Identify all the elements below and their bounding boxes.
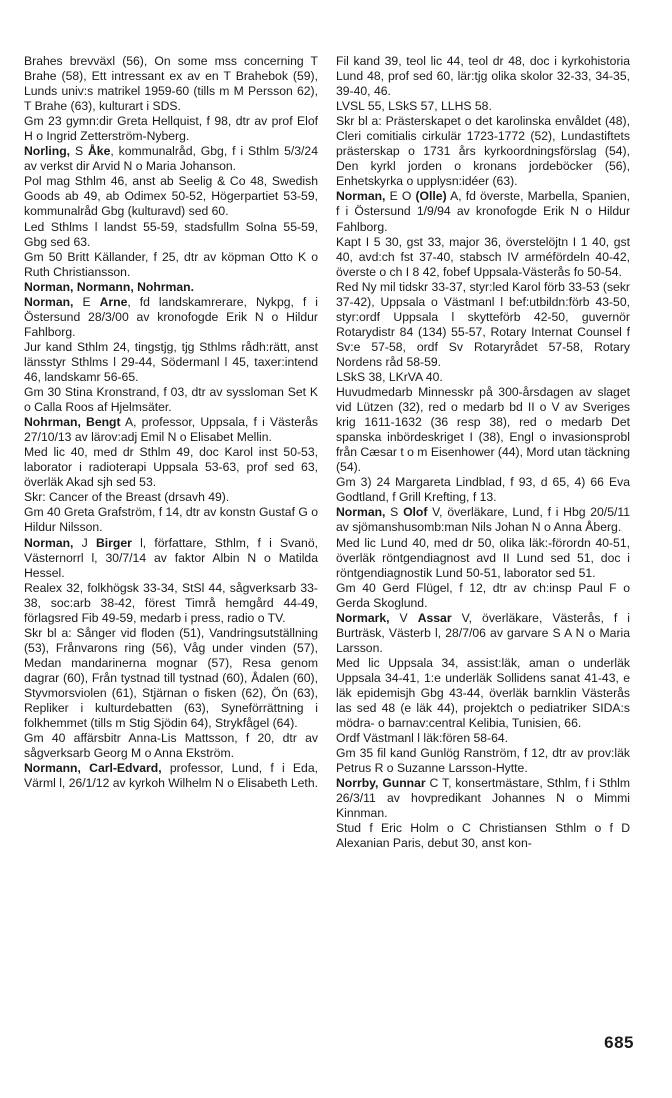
entry-paragraph [24,54,318,114]
entry-paragraph [336,99,630,114]
entry-heading-paragraph [24,415,318,445]
entry-name: Bengt [86,415,121,430]
entry-paragraph [24,220,318,250]
entry-text: A, fd överste, Marbella, Spanien, f i Östersund 1/9/94 av kronofogde Erik N o Hildur Fahlborg. [336,189,630,234]
entry-name: Norling, [24,144,71,159]
entry-text: Skr bl a: Sånger vid floden (51), Vandringsutställning (53), Frånvarons ring (56), Våg under vinden (57), Medan mandarinerna mognar (57), Resa genom dagrar (60), Från tystnad till tystnad (60), Ådalen (60), Styvmorsviolen (61), Stjärnan o fisken (62), Ön (63), Repliker i kulturdebatten (63), Syneförrättning i folkhemmet (tills m Stig Sjödin 64), Strykfågel (64). [24,625,318,731]
entry-name: Norrby, [336,776,379,791]
entry-paragraph [336,731,630,746]
entry-paragraph [336,385,630,475]
entry-text: , fd landskamrerare, Nykpg, f i Östersund 28/3/00 av kronofogde Erik N o Hildur Fahlborg. [24,294,319,339]
entry-text: Gm 40 affärsbitr Anna-Lis Mattsson, f 20, dtr av sågverksarb Georg M o Anna Ekström. [24,731,318,761]
entry-paragraph [336,746,630,776]
entry-text: Gm 23 gymn:dir Greta Hellquist, f 98, dtr av prof Elof H o Ingrid Zetterström-Nyberg. [24,114,318,144]
entry-text: Gm 40 Gerd Flügel, f 12, dtr av ch:insp Paul F o Gerda Skoglund. [336,580,630,610]
entry-text: Led Sthlms l landst 55-59, stadsfullm Solna 55-59, Gbg sed 63. [24,219,318,249]
entry-paragraph [336,536,630,581]
entry-text: Gm 30 Stina Kronstrand, f 03, dtr av syssloman Set K o Calla Roos af Hjelmsäter. [24,385,318,415]
entry-text: Med lic Uppsala 34, assist:läk, aman o underläk Uppsala 34-41, 1:e underläk Sollidens sanat 41-43, e läk epidemisjh Gbg 43-44, överläk barnklin Västerås las sed 48 (e läk 44), projektch o pediatriker SIDA:s mödra- o barnav:central Kelibia, Tunisien, 66. [336,655,630,731]
entry-text: Gm 40 Greta Grafström, f 14, dtr av konstn Gustaf G o Hildur Nilsson. [24,505,318,535]
entry-text: Stud f Eric Holm o C Christiansen Sthlm o f D Alexanian Paris, debut 30, anst kon- [336,821,630,851]
entry-heading-paragraph [24,280,318,295]
entry-text: Huvudmedarb Minnesskr på 300-årsdagen av slaget vid Lützen (32), red o medarb bd II o V av Sveriges krig 1611-1632 (36 resp 38), red o medarb Det spanska inbördeskriget I (38), Engl o invasionsprobl från Cæsar t o m Eisenhower (44), Mord utan täckning (54). [336,385,630,475]
left-column [24,54,318,791]
entry-text: Brahes brevväxl (56), On some mss concerning T Brahe (58), Ett intressant ex av en T Brahebok (59), Lunds univ:s matrikel 1959-60 (tills m M Persson 62), T Brahe (63), kulturart i SDS. [24,54,318,114]
entry-name: Gunnar [382,776,426,791]
entry-text: Gm 50 Britt Källander, f 25, dtr av köpman Otto K o Ruth Christiansson. [24,249,318,279]
entry-text: Red Ny mil tidskr 33-37, styr:led Karol förb 33-53 (sekr 37-42), Uppsala o Västmanl l bef:utbildn:förb 43-50, styr:ordf Uppsala l skytteförb 42-50, guvernör Rotarydistr 84 (134) 55-57, Rotary Internat Counsel f Sv:e 57-58, ordf Sv Rotaryrådet 57-58, Rotary Nordens råd 58-59. [336,279,630,369]
entry-name: Arne [99,294,128,309]
entry-text: Ordf Västmanl l läk:fören 58-64. [336,731,509,746]
entry-text: Jur kand Sthlm 24, tingstjg, tjg Sthlms rådh:rätt, anst länsstyr Sthlms l 29-44, Södermanl l 45, taxer:intend 46, landskamr 56-65. [24,339,318,384]
entry-paragraph [336,656,630,731]
entry-name: Normark, [336,610,390,625]
entry-text [81,761,89,775]
entry-text: Med lic 40, med dr Sthlm 49, doc Karol inst 50-53, laborator i radioterapi Uppsala 53-63, prof sed 63, överläk Akad sjh sed 53. [24,445,318,490]
entry-name: Norman, [336,189,386,204]
entry-text: A, professor, Uppsala, f i Västerås 27/10/13 av lärov:adj Emil N o Elisabet Mellin. [24,415,319,445]
entry-text: Kapt I 5 30, gst 33, major 36, överstelöjtn I 1 40, gst 40, avd:ch fst 37-40, stabsch IV arméfördeln 40-42, överste o ch I 8 42, fobef Uppsala-Västerås fo 50-54. [336,234,630,279]
entry-text: C T, konsertmästare, Sthlm, f i Sthlm 26/3/11 av hovpredikant Johannes N o Mimmi Kinnman. [336,776,630,821]
page-number: 685 [604,1033,634,1052]
entry-name: Norman, Normann, Nohrman. [24,279,194,294]
entry-text: LVSL 55, LSkS 57, LLHS 58. [336,99,492,114]
entry-text: S [385,505,404,520]
entry-paragraph [336,821,630,851]
entry-heading-paragraph [24,761,318,791]
entry-paragraph [336,370,630,385]
entry-text: l, författare, Sthlm, f i Svanö, Västernorrl l, 30/7/14 av faktor Albin N o Matilda Hessel. [24,535,318,580]
entry-name: (Olle) [415,189,447,204]
entry-paragraph [336,54,630,99]
entry-text: LSkS 38, LKrVA 40. [336,369,443,384]
entry-paragraph [24,340,318,385]
entry-text: Fil kand 39, teol lic 44, teol dr 48, doc i kyrkohistoria Lund 48, prof sed 60, lär:tjg olika skolor 32-33, 34-35, 39-40, 46. [336,54,630,99]
entry-text: Realex 32, folkhögsk 33-34, StSl 44, sågverksarb 33-38, soc:arb 38-42, förest Timrå hemgård 44-49, förlagsred Fib 49-59, medarb i press, radio o TV. [24,580,318,625]
entry-paragraph [24,250,318,280]
entry-heading-paragraph [336,611,630,656]
entry-text: professor, Lund, f i Eda, Värml l, 26/1/12 av kyrkoh Wilhelm N o Elisabeth Leth. [24,761,318,791]
entry-text: Med lic Lund 40, med dr 50, olika läk:-förordn 40-51, överläk röntgendiagnost avd II Lund sed 51, doc i röntgendiagnostik Lund 50-51, laborator sed 51. [336,535,630,580]
entry-paragraph [24,490,318,505]
entry-text: V, överläkare, Västerås, f i Burträsk, Västerb l, 28/7/06 av garvare S A N o Maria Larsson. [336,610,630,655]
entry-text: V, överläkare, Lund, f i Hbg 20/5/11 av sjömanshusomb:man Nils Johan N o Anna Åberg. [336,505,631,535]
entry-paragraph [336,581,630,611]
entry-text: J [73,535,96,550]
entry-text: E [73,294,100,309]
entry-heading-paragraph [24,295,318,340]
entry-paragraph [24,114,318,144]
entry-text: E O [385,189,416,204]
entry-paragraph [24,174,318,219]
entry-name: Åke [88,144,111,159]
entry-text: V [389,610,418,625]
entry-paragraph [24,445,318,490]
entry-name: Carl-Edvard, [89,761,162,776]
entry-paragraph [24,581,318,626]
entry-name: Norman, [24,294,74,309]
entry-name: Norman, [336,505,386,520]
entry-heading-paragraph [24,536,318,581]
entry-text: Pol mag Sthlm 46, anst ab Seelig & Co 48, Swedish Goods ab 49, ab Odimex 50-52, Högerpartiet 53-59, kommunalråd Gbg (kulturavd) sed 60. [24,174,318,219]
entry-name: Norman, [24,535,74,550]
entry-paragraph [24,385,318,415]
entry-name: Olof [403,505,428,520]
entry-paragraph [336,475,630,505]
right-column [336,54,630,851]
entry-paragraph [24,626,318,731]
entry-text: , kommunalråd, Gbg, f i Sthlm 5/3/24 av verkst dir Arvid N o Maria Johanson. [24,144,318,174]
entry-text: Skr bl a: Prästerskapet o det karolinska envåldet (48), Cleri comitialis cirkulär 1723-1772 (52), Lundastiftets prästerskap o 1731 års kyrkoordningsförslag (54), Den kyrkl jorden o kronans jordeböcker (56), Enhetskyrka o upplysn:idéer (63). [336,114,630,189]
entry-heading-paragraph [24,144,318,174]
entry-paragraph [24,505,318,535]
entry-paragraph [336,280,630,370]
entry-name: Birger [95,535,132,550]
entry-name: Assar [417,610,452,625]
entry-name: Normann, [24,761,81,776]
entry-paragraph [336,114,630,189]
entry-text: S [70,144,88,159]
entry-heading-paragraph [336,505,630,535]
entry-paragraph [24,731,318,761]
entry-name: Nohrman, [24,415,81,430]
entry-heading-paragraph [336,776,630,821]
entry-text: Gm 35 fil kand Gunlög Ranström, f 12, dtr av prov:läk Petrus R o Suzanne Larsson-Hytte. [336,746,630,776]
entry-text: Gm 3) 24 Margareta Lindblad, f 93, d 65, 4) 66 Eva Godtland, f Grill Krefting, f 13. [336,475,630,505]
entry-heading-paragraph [336,189,630,234]
entry-paragraph [336,235,630,280]
entry-text: Skr: Cancer of the Breast (drsavh 49). [24,490,230,505]
